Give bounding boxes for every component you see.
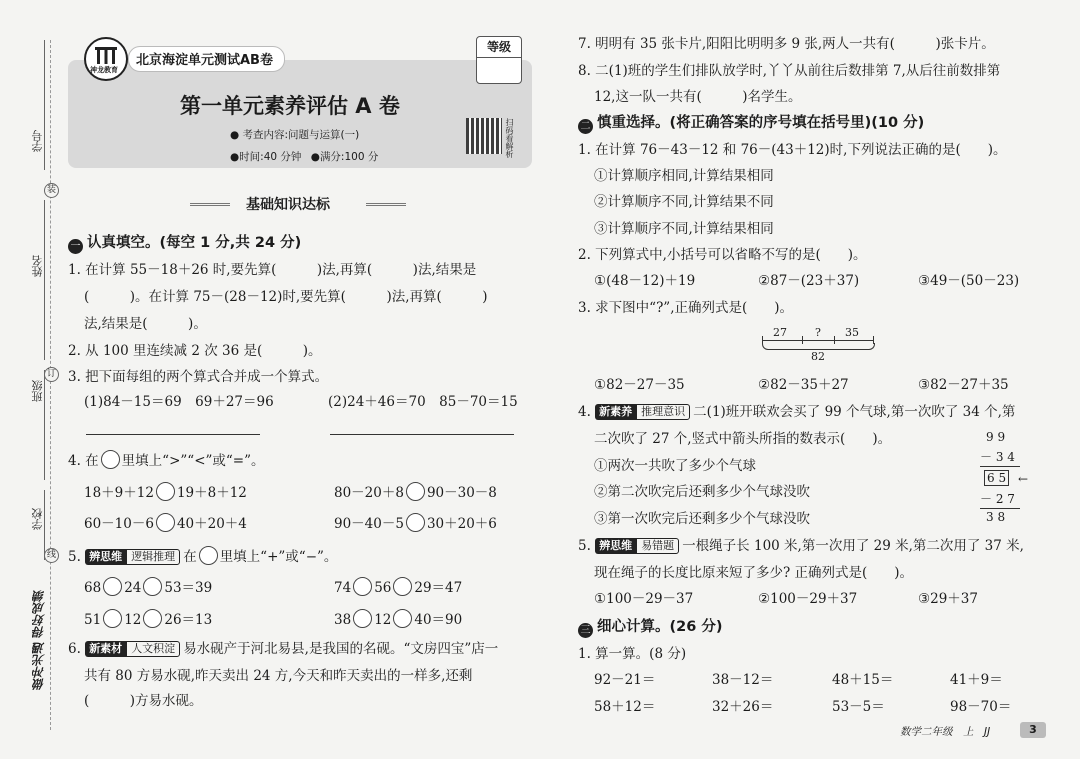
c3-option-3[interactable]: ③82－27＋35 xyxy=(918,377,1009,393)
answer-circle[interactable] xyxy=(156,482,175,501)
c3-seg-line xyxy=(762,340,874,341)
section-1-heading xyxy=(68,234,301,254)
q3-group-2: (2)24＋46＝70 85－70＝15 xyxy=(328,394,518,410)
c5-option-2[interactable]: ②100－29＋37 xyxy=(758,591,858,607)
q5-item-4-c: 40＝90 xyxy=(414,612,463,628)
binding-label-name: 姓名 xyxy=(31,255,44,277)
section-3-heading xyxy=(578,618,722,638)
c5-tag-type: 辨思维 xyxy=(595,538,636,554)
exam-scope-text: 考查内容:问题与运算(一) xyxy=(242,129,360,141)
d1-r1-1[interactable]: 92－21＝ xyxy=(594,672,656,688)
calc-row-1: 9 9 xyxy=(986,430,1006,444)
q4-item-2-right: 90－30－8 xyxy=(426,485,497,501)
check-icon: ● xyxy=(310,151,320,163)
q4-prefix: 4. 在 xyxy=(68,453,99,469)
c2: 2. 下列算式中,小括号可以省略不写的是( )。 xyxy=(578,247,867,263)
q4 xyxy=(68,450,265,470)
binding-line-school[interactable] xyxy=(44,490,45,560)
hole-mark-2: 订 xyxy=(44,367,59,382)
exam-time xyxy=(230,149,378,164)
c4-option-3[interactable]: ③第一次吹完后还剩多少个气球没吹 xyxy=(594,511,810,527)
c3-option-2[interactable]: ②82－35＋27 xyxy=(758,377,849,393)
binding-label-id: 学号 xyxy=(31,130,44,152)
d1-r2-4[interactable]: 98－70＝ xyxy=(950,699,1012,715)
brand-logo xyxy=(84,37,128,81)
hole-mark-1: 装 xyxy=(44,183,59,198)
q3-answer-line-1[interactable] xyxy=(86,434,260,435)
answer-circle[interactable] xyxy=(353,577,372,596)
c3-label-a: 27 xyxy=(773,326,787,339)
d1-r1-2[interactable]: 38－12＝ xyxy=(712,672,774,688)
q5-item-1 xyxy=(84,577,212,597)
q4-item-1 xyxy=(84,482,247,502)
section-3-title: 细心计算。(26 分) xyxy=(597,619,723,635)
q1-line-2: ( )。在计算 75－(28－12)时,要先算( )法,再算( ) xyxy=(84,289,488,305)
answer-circle[interactable] xyxy=(406,482,425,501)
binding-line-id[interactable] xyxy=(44,40,45,170)
section-2-heading xyxy=(578,114,924,134)
q2: 2. 从 100 里连续减 2 次 36 是( )。 xyxy=(68,343,322,359)
c3-option-1[interactable]: ①82－27－35 xyxy=(594,377,685,393)
grade-box[interactable] xyxy=(476,36,522,84)
c1-option-1[interactable]: ①计算顺序相同,计算结果相同 xyxy=(594,168,774,184)
q4-item-3-left: 60－10－6 xyxy=(84,516,154,532)
q4-item-3-right: 40＋20＋4 xyxy=(176,516,247,532)
c5-line-1 xyxy=(578,537,1024,555)
q8-line-2: 12,这一队一共有( )名学生。 xyxy=(594,89,802,105)
binding-line-class[interactable] xyxy=(44,370,45,480)
q5-item-3-c: 26＝13 xyxy=(164,612,213,628)
c5-option-1[interactable]: ①100－29－37 xyxy=(594,591,694,607)
answer-circle[interactable] xyxy=(103,609,122,628)
c2-option-1[interactable]: ①(48－12)＋19 xyxy=(594,273,696,289)
q5-tag-type: 辨思维 xyxy=(85,549,126,565)
d1-r2-3[interactable]: 53－5＝ xyxy=(832,699,885,715)
q4-item-2-left: 80－20＋8 xyxy=(334,485,404,501)
q8-line-1: 8. 二(1)班的学生们排队放学时,丫丫从前往后数排第 7,从后往前数排第 xyxy=(578,63,1001,79)
brand-name: 北京海淀单元测试AB卷 xyxy=(136,53,273,68)
q4-item-4-left: 90－40－5 xyxy=(334,516,404,532)
d1-r1-4[interactable]: 41＋9＝ xyxy=(950,672,1003,688)
q4-suffix: 里填上“>”“<”或“=”。 xyxy=(121,453,265,469)
clock-icon: ● xyxy=(230,151,240,163)
q4-item-2 xyxy=(334,482,497,502)
q7: 7. 明明有 35 张卡片,阳阳比明明多 9 张,两人一共有( )张卡片。 xyxy=(578,36,995,52)
q5-item-3 xyxy=(84,609,212,629)
c3-label-c: 35 xyxy=(845,326,859,339)
calc-row-2: － 3 4 xyxy=(980,450,1015,464)
q5-item-1-a: 68 xyxy=(84,580,102,596)
q6-tag-type: 新素材 xyxy=(85,641,126,657)
binding-line-name[interactable] xyxy=(44,200,45,360)
q5-item-2 xyxy=(334,577,462,597)
q5-prefix: 在 xyxy=(183,549,197,565)
c4-tag-skill: 推理意识 xyxy=(636,404,690,420)
answer-circle[interactable] xyxy=(353,609,372,628)
c4-option-2[interactable]: ②第二次吹完后还剩多少个气球没吹 xyxy=(594,484,810,500)
q5-item-1-b: 24 xyxy=(124,580,142,596)
c1-option-3[interactable]: ③计算顺序不同,计算结果相同 xyxy=(594,221,774,237)
binding-slogan: 做冲光遇 得好成绩 xyxy=(32,590,46,691)
binding-line xyxy=(50,40,51,730)
page-number: 3 xyxy=(1020,722,1046,738)
exam-score-text: 满分:100 分 xyxy=(319,151,379,163)
c2-option-3[interactable]: ③49－(50－23) xyxy=(918,273,1020,289)
c5-text-1: 一根绳子长 100 米,第一次用了 29 米,第二次用了 37 米, xyxy=(682,538,1024,554)
qr-code[interactable] xyxy=(466,118,502,154)
q5 xyxy=(68,546,337,566)
c5-line-2: 现在绳子的长度比原来短了多少? 正确列式是( )。 xyxy=(594,565,914,581)
section-1-title: 认真填空。(每空 1 分,共 24 分) xyxy=(87,235,302,251)
q4-item-1-left: 18＋9＋12 xyxy=(84,485,154,501)
calc-rule-1 xyxy=(980,466,1020,467)
calc-row-5: 3 8 xyxy=(986,510,1006,524)
book-icon: ● xyxy=(230,129,240,141)
d1-r2-1[interactable]: 58＋12＝ xyxy=(594,699,656,715)
q5-number: 5. xyxy=(68,549,81,565)
q5-item-2-c: 29＝47 xyxy=(414,580,463,596)
calc-rule-2 xyxy=(980,508,1020,509)
banner-rule-right xyxy=(366,203,406,206)
c1-option-2[interactable]: ②计算顺序不同,计算结果不同 xyxy=(594,194,774,210)
arrow-icon: ← xyxy=(1018,472,1029,486)
c4-line-1: 4. 新素养 推理意识 二(1)班开联欢会买了 99 个气球,第一次吹了 34 个,第 xyxy=(578,404,1016,420)
d1-r1-3[interactable]: 48＋15＝ xyxy=(832,672,894,688)
calc-row-3: 6 5 xyxy=(984,470,1009,486)
binding-label-class: 班级 xyxy=(31,380,44,402)
q5-item-3-a: 51 xyxy=(84,612,102,628)
c3: 3. 求下图中“?”,正确列式是( )。 xyxy=(578,300,794,316)
answer-circle[interactable] xyxy=(156,513,175,532)
q5-suffix: 里填上“+”或“−”。 xyxy=(219,549,338,565)
c5-option-3[interactable]: ③29＋37 xyxy=(918,591,978,607)
c4-text-1: 二(1)班开联欢会买了 99 个气球,第一次吹了 34 个,第 xyxy=(693,404,1016,420)
c4-vertical-calc xyxy=(980,430,1040,526)
c3-label-b: ? xyxy=(815,326,821,339)
answer-circle[interactable] xyxy=(406,513,425,532)
circle-icon xyxy=(199,546,218,565)
footer-subject: 数学二年级 上 JJ xyxy=(900,726,991,738)
q5-item-2-a: 74 xyxy=(334,580,352,596)
hole-mark-3: 线 xyxy=(44,548,59,563)
binding-label-school: 学校 xyxy=(31,508,44,530)
q6-text-1: 易水砚产于河北易县,是我国的名砚。“文房四宝”店一 xyxy=(183,641,499,657)
c3-brace xyxy=(762,343,875,350)
q4-item-4 xyxy=(334,513,497,533)
section-2-title: 慎重选择。(将正确答案的序号填在括号里)(10 分) xyxy=(597,115,925,131)
page-title: 第一单元素养评估 A 卷 xyxy=(180,94,400,118)
c2-option-2[interactable]: ②87－(23＋37) xyxy=(758,273,860,289)
calc-row-4: － 2 7 xyxy=(980,492,1015,506)
answer-circle[interactable] xyxy=(393,609,412,628)
q6-number: 6. xyxy=(68,641,81,657)
circle-icon xyxy=(101,450,120,469)
answer-circle[interactable] xyxy=(103,577,122,596)
c4-line-2: 二次吹了 27 个,竖式中箭头所指的数表示( )。 xyxy=(594,431,892,447)
c1: 1. 在计算 76－43－12 和 76－(43＋12)时,下列说法正确的是( )。 xyxy=(578,142,1007,158)
q5-item-2-b: 56 xyxy=(374,580,392,596)
q4-item-1-right: 19＋8＋12 xyxy=(176,485,247,501)
q6-line-3: ( )方易水砚。 xyxy=(84,693,203,709)
d1-r2-2[interactable]: 32＋26＝ xyxy=(712,699,774,715)
q6-line-2: 共有 80 方易水砚,昨天卖出 24 方,今天和昨天卖出的一样多,还剩 xyxy=(84,668,473,684)
q5-item-4-a: 38 xyxy=(334,612,352,628)
q1-line-3: 法,结果是( )。 xyxy=(84,316,207,332)
c3-label-total: 82 xyxy=(811,350,825,363)
answer-circle[interactable] xyxy=(143,609,162,628)
q6-tag-skill: 人文积淀 xyxy=(126,641,180,657)
c4-option-1[interactable]: ①两次一共吹了多少个气球 xyxy=(594,458,756,474)
d1: 1. 算一算。(8 分) xyxy=(578,646,687,662)
q5-item-4-b: 12 xyxy=(374,612,392,628)
q6-line-1 xyxy=(68,640,498,658)
exam-scope xyxy=(230,127,359,142)
q1-line-1: 1. 在计算 55－18＋26 时,要先算( )法,再算( )法,结果是 xyxy=(68,262,477,278)
section-banner: 基础知识达标 xyxy=(246,197,330,213)
q5-item-3-b: 12 xyxy=(124,612,142,628)
answer-circle[interactable] xyxy=(143,577,162,596)
q5-tag-skill: 逻辑推理 xyxy=(126,549,180,565)
c3-figure xyxy=(762,326,874,366)
q3: 3. 把下面每组的两个算式合并成一个算式。 xyxy=(68,369,329,385)
grade-label: 等级 xyxy=(477,37,521,58)
qr-note: 扫码看解析 xyxy=(505,118,514,158)
q4-item-3 xyxy=(84,513,247,533)
q5-item-4 xyxy=(334,609,462,629)
answer-circle[interactable] xyxy=(393,577,412,596)
logo-text: 神龙教育 xyxy=(90,66,118,74)
c5-number: 5. xyxy=(578,538,591,554)
q5-item-1-c: 53＝39 xyxy=(164,580,213,596)
banner-rule-left xyxy=(190,203,230,206)
c4-tag-type: 新素养 xyxy=(595,404,636,420)
section-3-icon: 三 xyxy=(578,623,593,638)
q3-answer-line-2[interactable] xyxy=(330,434,514,435)
c5-tag-skill: 易错题 xyxy=(636,538,679,554)
exam-time-text: 时间:40 分钟 xyxy=(239,151,302,163)
q4-item-4-right: 30＋20＋6 xyxy=(426,516,497,532)
q3-group-1: (1)84－15＝69 69＋27＝96 xyxy=(84,394,274,410)
section-1-icon: 一 xyxy=(68,239,83,254)
section-2-icon: 二 xyxy=(578,119,593,134)
